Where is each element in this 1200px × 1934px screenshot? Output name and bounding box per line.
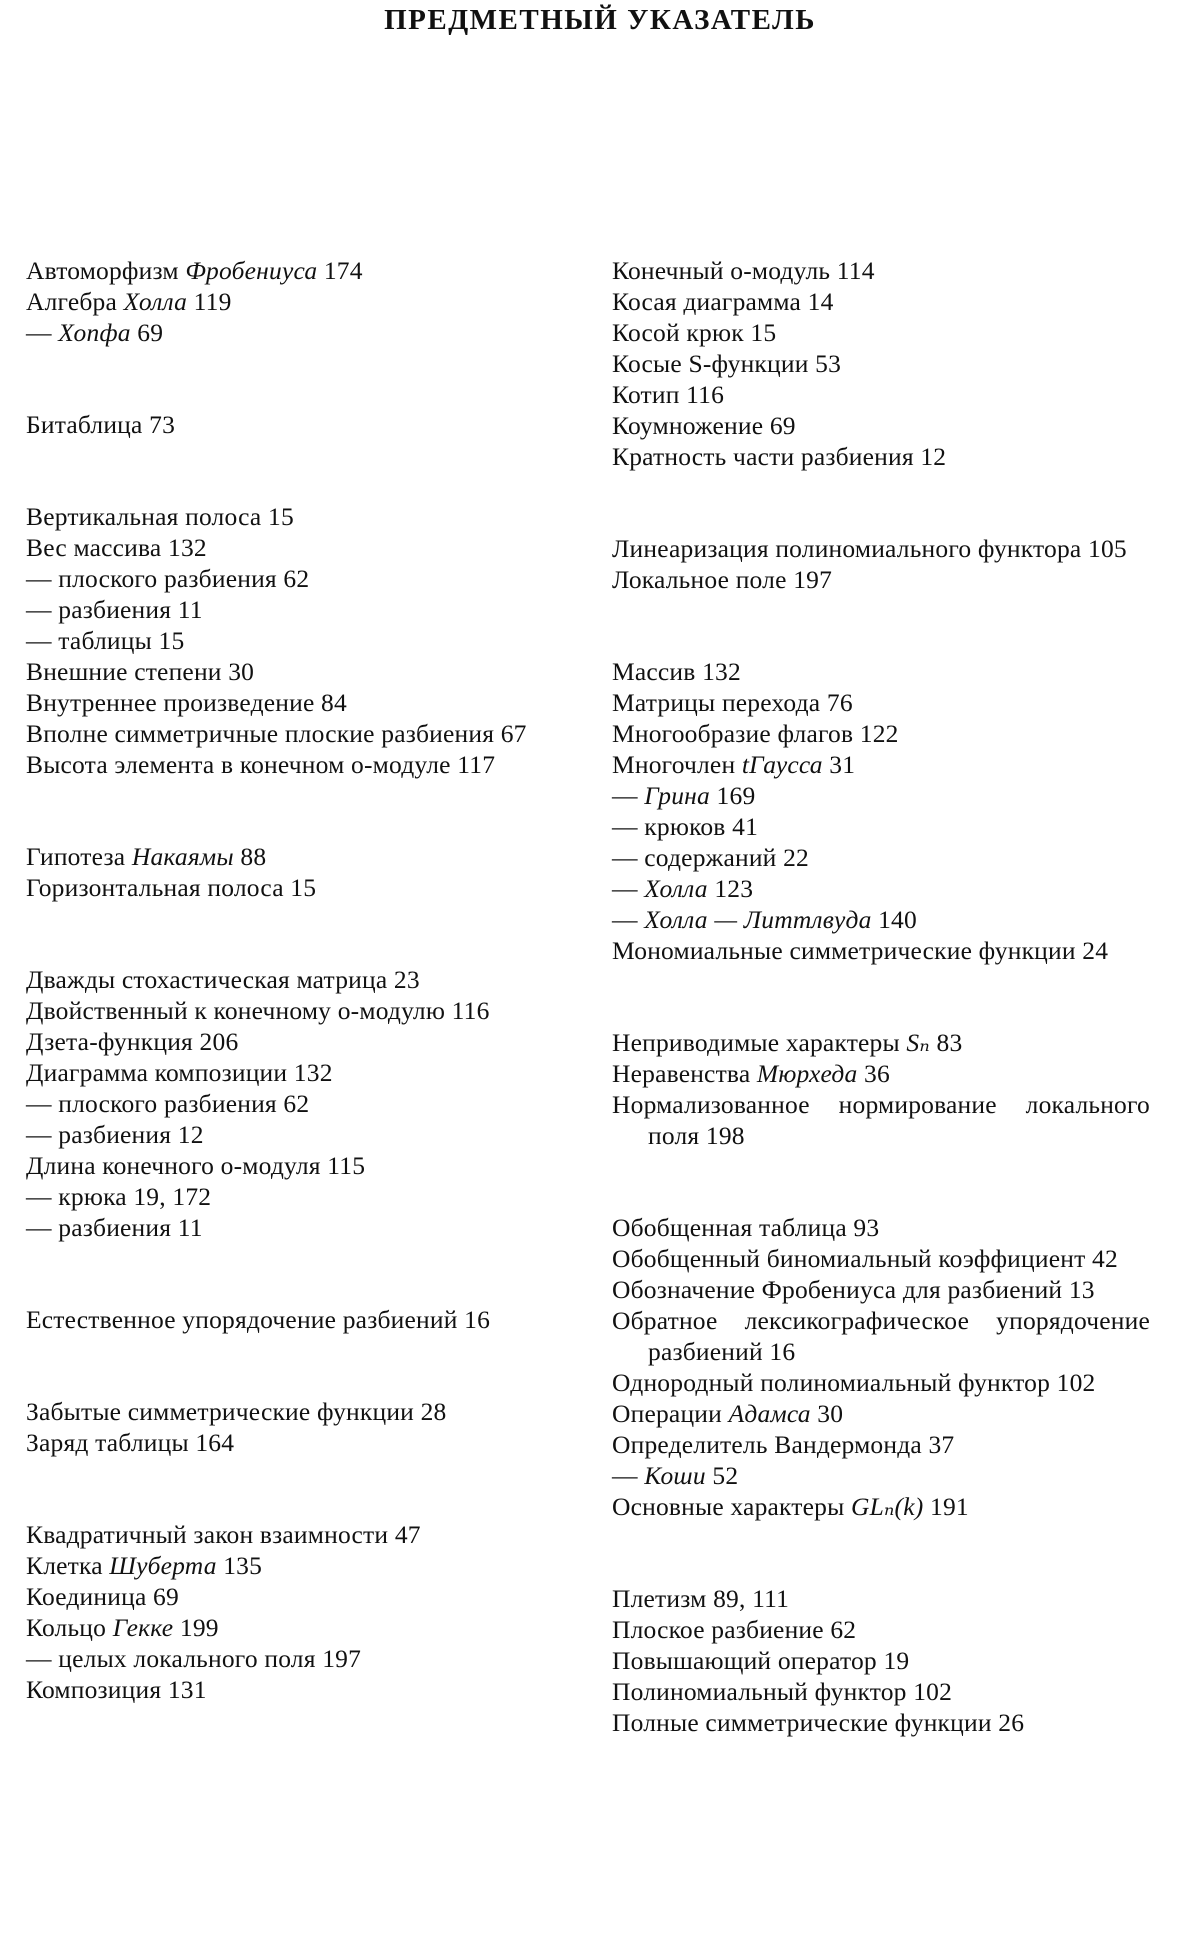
index-entry xyxy=(612,1367,1150,1398)
index-letter-group xyxy=(26,501,564,780)
index-entry-text: 140 xyxy=(871,905,917,934)
index-entry xyxy=(26,1612,564,1643)
index-entry-text: Косые S-функции 53 xyxy=(612,349,842,378)
index-entry-text: — содержаний 22 xyxy=(612,843,810,872)
index-entry xyxy=(612,1429,1150,1460)
index-entry xyxy=(612,811,1150,842)
index-entry-text: — плоского разбиения 62 xyxy=(26,1089,310,1118)
index-entry-text: — разбиения 11 xyxy=(26,595,203,624)
index-entry-text: — xyxy=(26,318,59,347)
index-entry xyxy=(612,1398,1150,1429)
index-entry xyxy=(26,1212,564,1243)
index-entry-text: Вполне симметричные плоские разбиения 67 xyxy=(26,719,527,748)
index-entry-text: Полные симметрические функции 26 xyxy=(612,1708,1025,1737)
index-entry-text: Линеаризация полиномиального функтора 105 xyxy=(612,534,1127,563)
index-entry-text: — плоского разбиения 62 xyxy=(26,564,310,593)
index-entry-name: tГаусса xyxy=(741,750,823,779)
index-entry-text: — xyxy=(612,1461,645,1490)
index-entry xyxy=(612,687,1150,718)
index-entry xyxy=(26,532,564,563)
index-entry-text: Вертикальная полоса 15 xyxy=(26,502,294,531)
index-entry xyxy=(612,1460,1150,1491)
index-entry xyxy=(612,749,1150,780)
index-entry-text: Плоское разбиение 62 xyxy=(612,1615,857,1644)
index-entry-name: Хопфа xyxy=(58,318,131,347)
index-entry xyxy=(26,1674,564,1705)
index-entry-name: Шуберта xyxy=(109,1551,217,1580)
index-entry-name: Коши xyxy=(644,1461,706,1490)
index-entry xyxy=(612,564,1150,595)
index-entry xyxy=(612,1676,1150,1707)
index-entry-text: Косая диаграмма 14 xyxy=(612,287,834,316)
index-entry-text: Вес массива 132 xyxy=(26,533,207,562)
index-entry xyxy=(26,1181,564,1212)
index-entry-name: Адамса xyxy=(728,1399,811,1428)
index-entry-text: Мономиальные симметрические функции 24 xyxy=(612,936,1109,965)
index-entry xyxy=(612,1027,1150,1058)
index-letter-group xyxy=(612,255,1150,472)
index-entry-text: Высота элемента в конечном о-модуле 117 xyxy=(26,750,496,779)
index-entry xyxy=(612,842,1150,873)
index-entry-text: Горизонтальная полоса 15 xyxy=(26,873,317,902)
index-entry xyxy=(612,935,1150,966)
index-entry-text: Забытые симметрические функции 28 xyxy=(26,1397,447,1426)
index-entry-text: Композиция 131 xyxy=(26,1675,207,1704)
index-entry-name: Холла — Литтлвуда xyxy=(644,905,872,934)
index-entry-text: Неравенства xyxy=(612,1059,757,1088)
index-entry xyxy=(26,1026,564,1057)
index-entry xyxy=(26,625,564,656)
index-entry xyxy=(612,1491,1150,1522)
index-entry-name: Гекке xyxy=(112,1613,174,1642)
index-entry-text: Матрицы перехода 76 xyxy=(612,688,853,717)
index-entry-name: GLₙ(k) xyxy=(851,1492,924,1521)
index-entry-text: Операции xyxy=(612,1399,729,1428)
index-entry xyxy=(26,594,564,625)
index-entry-text: Обратное лексикографическое упорядочение разбиений 16 xyxy=(612,1306,1150,1366)
index-entry-text: Двойственный к конечному о-модулю 116 xyxy=(26,996,490,1025)
index-entry-text: 83 xyxy=(929,1028,963,1057)
index-entry xyxy=(612,1274,1150,1305)
index-entry-text: 30 xyxy=(810,1399,844,1428)
index-entry-text: Кратность части разбиения 12 xyxy=(612,442,947,471)
index-entry-name: Накаямы xyxy=(131,842,234,871)
index-entry xyxy=(26,687,564,718)
index-entry-text: Обозначение Фробениуса для разбиений 13 xyxy=(612,1275,1095,1304)
index-entry-text: 135 xyxy=(216,1551,263,1580)
index-entry-text: Битаблица 73 xyxy=(26,410,176,439)
index-entry xyxy=(26,1088,564,1119)
index-entry-text: Однородный полиномиальный функтор 102 xyxy=(612,1368,1096,1397)
index-entry-text: Многообразие флагов 122 xyxy=(612,719,899,748)
index-entry-text: 52 xyxy=(705,1461,739,1490)
index-entry-text: Кольцо xyxy=(26,1613,113,1642)
index-entry-text: 36 xyxy=(857,1059,890,1088)
index-letter-group xyxy=(612,1583,1150,1738)
index-entry-text: 199 xyxy=(173,1613,219,1642)
index-entry-text: Обобщенный биномиальный коэффициент 42 xyxy=(612,1244,1118,1273)
index-entry-text: 169 xyxy=(709,781,756,810)
index-entry-text: Определитель Вандермонда 37 xyxy=(612,1430,955,1459)
index-entry-text: Массив 132 xyxy=(612,657,741,686)
index-letter-group xyxy=(26,841,564,903)
index-entry-text: Обобщенная таблица 93 xyxy=(612,1213,880,1242)
index-entry-text: — крюков 41 xyxy=(612,812,759,841)
index-entry-text: Плетизм 89, 111 xyxy=(612,1584,790,1613)
index-entry-text: Котип 116 xyxy=(612,380,725,409)
index-entry xyxy=(612,1243,1150,1274)
index-entry-text: Коединица 69 xyxy=(26,1582,179,1611)
index-entry-text: 88 xyxy=(233,842,267,871)
index-entry xyxy=(612,1614,1150,1645)
index-entry xyxy=(26,1119,564,1150)
index-entry xyxy=(612,533,1150,564)
index-entry-text: 123 xyxy=(707,874,754,903)
index-entry-text: Внешние степени 30 xyxy=(26,657,255,686)
index-column-right xyxy=(612,255,1150,1799)
index-entry-text: Нормализованное нормирование локального поля 198 xyxy=(612,1090,1150,1150)
index-entry xyxy=(26,656,564,687)
index-entry xyxy=(26,872,564,903)
index-entry xyxy=(26,317,564,348)
index-entry xyxy=(26,1396,564,1427)
index-entry-text: Основные характеры xyxy=(612,1492,852,1521)
index-entry xyxy=(612,1583,1150,1614)
index-entry-text: 69 xyxy=(130,318,164,347)
index-letter-group xyxy=(612,1027,1150,1151)
index-letter-group xyxy=(612,533,1150,595)
index-entry xyxy=(612,656,1150,687)
index-entry-text: Неприводимые характеры xyxy=(612,1028,907,1057)
index-entry xyxy=(612,873,1150,904)
index-entry xyxy=(26,964,564,995)
index-letter-group xyxy=(26,409,564,440)
index-letter-group xyxy=(612,656,1150,966)
index-entry-name: Фробениуса xyxy=(185,256,318,285)
index-letter-group xyxy=(26,1519,564,1705)
index-entry-text: — xyxy=(612,874,645,903)
index-entry xyxy=(26,841,564,872)
index-entry xyxy=(26,1427,564,1458)
index-entry-text: Дважды стохастическая матрица 23 xyxy=(26,965,420,994)
index-entry xyxy=(612,441,1150,472)
index-letter-group xyxy=(26,255,564,348)
index-entry-text: — xyxy=(612,905,645,934)
index-entry-text: 31 xyxy=(822,750,856,779)
index-entry xyxy=(612,255,1150,286)
index-entry-text: Дзета-функция 206 xyxy=(26,1027,239,1056)
index-entry-text: Алгебра xyxy=(26,287,124,316)
index-entry xyxy=(612,718,1150,749)
index-entry-text: — разбиения 12 xyxy=(26,1120,204,1149)
index-entry xyxy=(612,780,1150,811)
index-entry-text: 174 xyxy=(317,256,363,285)
index-entry xyxy=(26,501,564,532)
index-letter-group xyxy=(612,1212,1150,1522)
index-entry xyxy=(26,1581,564,1612)
index-entry-name: Холла xyxy=(644,874,708,903)
index-entry xyxy=(612,1645,1150,1676)
index-entry-text: Конечный о-модуль 114 xyxy=(612,256,875,285)
index-entry-text: Диаграмма композиции 132 xyxy=(26,1058,333,1087)
index-entry-text: — таблицы 15 xyxy=(26,626,185,655)
index-entry-text: — xyxy=(612,781,645,810)
index-entry xyxy=(26,563,564,594)
index-entry xyxy=(26,749,564,780)
index-entry-name: Холла xyxy=(123,287,188,316)
index-entry-text: Длина конечного о-модуля 115 xyxy=(26,1151,366,1180)
index-entry-text: Внутреннее произведение 84 xyxy=(26,688,347,717)
index-entry xyxy=(26,995,564,1026)
index-entry-text: — разбиения 11 xyxy=(26,1213,203,1242)
index-entry-text: Клетка xyxy=(26,1551,110,1580)
index-entry xyxy=(612,379,1150,410)
index-entry xyxy=(612,348,1150,379)
page-title: ПРЕДМЕТНЫЙ УКАЗАТЕЛЬ xyxy=(384,4,816,36)
index-entry-text: Многочлен xyxy=(612,750,742,779)
index-entry xyxy=(612,1707,1150,1738)
index-entry-text: Квадратичный закон взаимности 47 xyxy=(26,1520,421,1549)
index-letter-group xyxy=(26,1304,564,1335)
index-entry xyxy=(612,1305,1150,1367)
index-entry-text: Локальное поле 197 xyxy=(612,565,833,594)
index-entry-text: Косой крюк 15 xyxy=(612,318,777,347)
index-entry xyxy=(26,718,564,749)
index-entry-text: Коумножение 69 xyxy=(612,411,796,440)
index-entry-text: Заряд таблицы 164 xyxy=(26,1428,235,1457)
index-entry xyxy=(26,255,564,286)
index-entry-name: Грина xyxy=(644,781,710,810)
index-entry-text: 191 xyxy=(923,1492,969,1521)
index-entry xyxy=(612,286,1150,317)
index-entry-text: Естественное упорядочение разбиений 16 xyxy=(26,1305,491,1334)
index-letter-group xyxy=(26,1396,564,1458)
index-entry xyxy=(612,410,1150,441)
index-entry xyxy=(26,1150,564,1181)
index-entry-text: Полиномиальный функтор 102 xyxy=(612,1677,953,1706)
index-entry-text: — крюка 19, 172 xyxy=(26,1182,212,1211)
index-column-left xyxy=(26,255,564,1766)
index-entry xyxy=(26,1519,564,1550)
index-entry-text: Гипотеза xyxy=(26,842,132,871)
index-entry-text: 119 xyxy=(187,287,232,316)
index-entry-text: — целых локального поля 197 xyxy=(26,1644,362,1673)
index-entry xyxy=(612,1058,1150,1089)
index-entry xyxy=(612,1089,1150,1151)
index-letter-group xyxy=(26,964,564,1243)
index-entry-text: Повышающий оператор 19 xyxy=(612,1646,910,1675)
index-entry xyxy=(26,286,564,317)
index-entry-text: Автоморфизм xyxy=(26,256,186,285)
index-entry-name: Мюрхеда xyxy=(756,1059,858,1088)
index-entry xyxy=(612,1212,1150,1243)
index-entry xyxy=(26,1057,564,1088)
index-entry xyxy=(26,1643,564,1674)
index-entry xyxy=(612,317,1150,348)
index-entry xyxy=(26,1304,564,1335)
index-entry xyxy=(26,409,564,440)
index-entry-name: Sₙ xyxy=(906,1028,930,1057)
index-entry xyxy=(26,1550,564,1581)
index-entry xyxy=(612,904,1150,935)
